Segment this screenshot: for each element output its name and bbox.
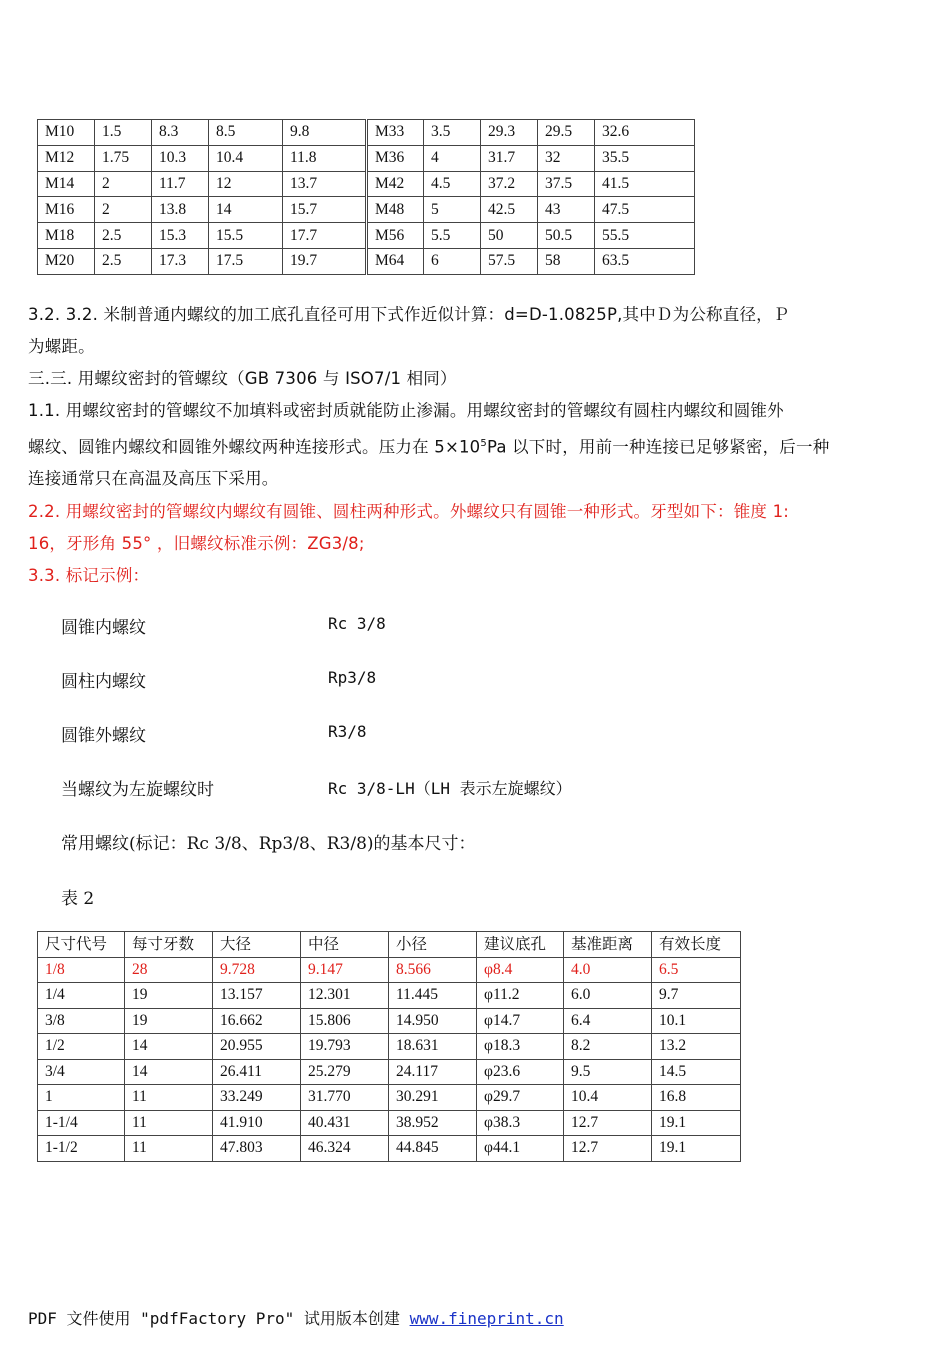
table-cell: 1/2 [38,1034,125,1060]
table-row [38,1008,741,1034]
table-cell: φ18.3 [477,1034,564,1060]
table-cell: 8.3 [152,120,209,146]
table-cell: 11 [125,1085,213,1111]
table-cell: φ44.1 [477,1136,564,1162]
pipe-thread-table [37,931,741,1162]
table-cell: 38.952 [389,1110,477,1136]
table-cell: φ23.6 [477,1059,564,1085]
table-cell: 2.5 [95,248,152,274]
table-cell: 11 [125,1110,213,1136]
table-cell: 26.411 [213,1059,301,1085]
metric-thread-table [37,119,695,275]
table-cell: 1-1/2 [38,1136,125,1162]
table-cell: 2 [95,197,152,223]
table-row [38,957,741,983]
table-cell: 35.5 [595,145,695,171]
table-cell: 4 [424,145,481,171]
table-cell: 11 [125,1136,213,1162]
section-3-p1-line1: 1.1. 用螺纹密封的管螺纹不加填料或密封质就能防止渗漏。用螺纹密封的管螺纹有圆柱内螺纹和圆锥外 [28,401,784,421]
footer-text: PDF 文件使用 "pdfFactory Pro" 试用版本创建 [28,1309,410,1328]
table-cell: 5 [424,197,481,223]
table-cell: 9.5 [564,1059,652,1085]
table-cell: 15.3 [152,223,209,249]
table-cell: 2.5 [95,223,152,249]
table-cell: 18.631 [389,1034,477,1060]
mark-code-1: Rc 3/8 [328,614,386,633]
table-cell: 9.8 [283,120,367,146]
table-cell: 1.75 [95,145,152,171]
table-row [38,1034,741,1060]
table-cell: 3.5 [424,120,481,146]
table-cell: 11.8 [283,145,367,171]
table-row [38,145,695,171]
section-3-p1-line3: 连接通常只在高温及高压下采用。 [28,469,279,489]
table-cell: M56 [367,223,424,249]
table-cell: M64 [367,248,424,274]
table-cell: 8.2 [564,1034,652,1060]
table-cell: 13.157 [213,983,301,1009]
table-cell: 17.3 [152,248,209,274]
table-cell: 14.950 [389,1008,477,1034]
table-cell: 37.5 [538,171,595,197]
table-cell: 29.5 [538,120,595,146]
table-row [38,983,741,1009]
table-cell: 41.910 [213,1110,301,1136]
section-3 [28,363,923,593]
section-3-2 [28,299,923,364]
column-header: 有效长度 [652,932,741,958]
table-cell: 9.728 [213,957,301,983]
table-cell: 1.5 [95,120,152,146]
table-cell: 6.4 [564,1008,652,1034]
section-3-p2-line2: 16，牙形角 55° ，旧螺纹标准示例：ZG3/8; [28,533,365,553]
table-cell: 14 [125,1059,213,1085]
table-row [38,1136,741,1162]
table-cell: 58 [538,248,595,274]
table-cell: φ11.2 [477,983,564,1009]
table-row [38,197,695,223]
table-cell: 5.5 [424,223,481,249]
table-cell: 4.0 [564,957,652,983]
table-cell: 32.6 [595,120,695,146]
column-header: 大径 [213,932,301,958]
table-row [38,1085,741,1111]
mark-code-2: Rp3/8 [328,668,377,687]
table-cell: 10.4 [209,145,283,171]
table-cell: 13.8 [152,197,209,223]
table-cell: 10.4 [564,1085,652,1111]
table-cell: 42.5 [481,197,538,223]
table-cell: 19 [125,1008,213,1034]
table-cell: 9.147 [301,957,389,983]
table-cell: 1-1/4 [38,1110,125,1136]
table-cell: 12.7 [564,1136,652,1162]
table-cell: 6.0 [564,983,652,1009]
table-cell: 25.279 [301,1059,389,1085]
table-cell: 55.5 [595,223,695,249]
table-cell: 13.7 [283,171,367,197]
section-3-p2-line1: 2.2. 用螺纹密封的管螺纹内螺纹有圆锥、圆柱两种形式。外螺纹只有圆锥一种形式。牙型如下：锥度 1: [28,501,790,521]
table-cell: 47.5 [595,197,695,223]
table-cell: 63.5 [595,248,695,274]
table-cell: 12.301 [301,983,389,1009]
section-3-heading: 三.三. 用螺纹密封的管螺纹（GB 7306 与 ISO7/1 相同） [28,369,457,388]
table-cell: 19 [125,983,213,1009]
table-cell: 44.845 [389,1136,477,1162]
table-cell: 50 [481,223,538,249]
table-row [38,223,695,249]
table-cell: φ29.7 [477,1085,564,1111]
table-cell: 29.3 [481,120,538,146]
table-cell: 15.5 [209,223,283,249]
column-header: 基准距离 [564,932,652,958]
table-cell: 3/4 [38,1059,125,1085]
table-cell: 19.7 [283,248,367,274]
column-header: 中径 [301,932,389,958]
table-cell: 24.117 [389,1059,477,1085]
table-cell: 16.8 [652,1085,741,1111]
table-cell: M42 [367,171,424,197]
column-header: 建议底孔 [477,932,564,958]
table-cell: M12 [38,145,95,171]
table-cell: 30.291 [389,1085,477,1111]
table-cell: M33 [367,120,424,146]
table-cell: 43 [538,197,595,223]
mark-label-2: 圆柱内螺纹 [61,672,146,692]
table-cell: 2 [95,171,152,197]
table-cell: 37.2 [481,171,538,197]
table-cell: 32 [538,145,595,171]
table-cell: 1 [38,1085,125,1111]
table-cell: 13.2 [652,1034,741,1060]
table-cell: 14.5 [652,1059,741,1085]
table-cell: 11.7 [152,171,209,197]
mark-code-4: Rc 3/8-LH（LH 表示左旋螺纹） [328,779,572,798]
table-cell: M20 [38,248,95,274]
table-cell: 10.1 [652,1008,741,1034]
column-header: 小径 [389,932,477,958]
footer-link[interactable]: www.fineprint.cn [409,1309,564,1328]
table-cell: 1/4 [38,983,125,1009]
table-cell: 17.7 [283,223,367,249]
table-cell: 41.5 [595,171,695,197]
table-header-row [38,932,741,958]
section-3-2-line2: 为螺距。 [28,337,95,357]
table-cell: 19.793 [301,1034,389,1060]
table-cell: 6.5 [652,957,741,983]
table-cell: φ38.3 [477,1110,564,1136]
section-3-p1-line2: 螺纹、圆锥内螺纹和圆锥外螺纹两种连接形式。压力在 $5\times 10^5Pa$ 以下时，用前一种连接已足够紧密，后一种 [28,437,830,457]
table-cell: 50.5 [538,223,595,249]
table-row [38,120,695,146]
table2-caption: 表 2 [61,889,95,909]
column-header: 每寸牙数 [125,932,213,958]
table-row [38,171,695,197]
table-cell: M10 [38,120,95,146]
table-cell: 47.803 [213,1136,301,1162]
mark-label-1: 圆锥内螺纹 [61,618,146,638]
table-row [38,1059,741,1085]
table-cell: 40.431 [301,1110,389,1136]
table-cell: 8.5 [209,120,283,146]
table-cell: 19.1 [652,1110,741,1136]
table-cell: 8.566 [389,957,477,983]
footer [28,1306,564,1329]
common-sizes-line: 常用螺纹(标记：Rc 3/8、Rp3/8、R3/8)的基本尺寸： [61,834,476,854]
table-cell: 9.7 [652,983,741,1009]
table-cell: 3/8 [38,1008,125,1034]
table-cell: 4.5 [424,171,481,197]
table-cell: 46.324 [301,1136,389,1162]
table-cell: 16.662 [213,1008,301,1034]
table-cell: 11.445 [389,983,477,1009]
table-cell: φ14.7 [477,1008,564,1034]
table-cell: 31.7 [481,145,538,171]
table-cell: 17.5 [209,248,283,274]
table-row [38,1110,741,1136]
table-cell: 28 [125,957,213,983]
table-cell: φ8.4 [477,957,564,983]
mark-label-3: 圆锥外螺纹 [61,726,146,746]
table-cell: 10.3 [152,145,209,171]
table-cell: M18 [38,223,95,249]
table-cell: 6 [424,248,481,274]
table-cell: M48 [367,197,424,223]
table-cell: 14 [125,1034,213,1060]
table-cell: M16 [38,197,95,223]
table-cell: 14 [209,197,283,223]
table-cell: 12 [209,171,283,197]
table-cell: M14 [38,171,95,197]
table-row [38,248,695,274]
table-cell: M36 [367,145,424,171]
table-cell: 15.7 [283,197,367,223]
section-3-2-line1: 3.2. 3.2. 米制普通内螺纹的加工底孔直径可用下式作近似计算：d=D-1.0825P,其中Ｄ为公称直径，Ｐ [28,305,790,324]
table-cell: 57.5 [481,248,538,274]
table-cell: 19.1 [652,1136,741,1162]
section-3-p3: 3.3. 标记示例： [28,566,150,586]
table-cell: 20.955 [213,1034,301,1060]
mark-label-4: 当螺纹为左旋螺纹时 [61,780,214,800]
mark-code-3: R3/8 [328,722,367,741]
table-cell: 33.249 [213,1085,301,1111]
table-cell: 1/8 [38,957,125,983]
table-cell: 15.806 [301,1008,389,1034]
table-cell: 31.770 [301,1085,389,1111]
column-header: 尺寸代号 [38,932,125,958]
table-cell: 12.7 [564,1110,652,1136]
